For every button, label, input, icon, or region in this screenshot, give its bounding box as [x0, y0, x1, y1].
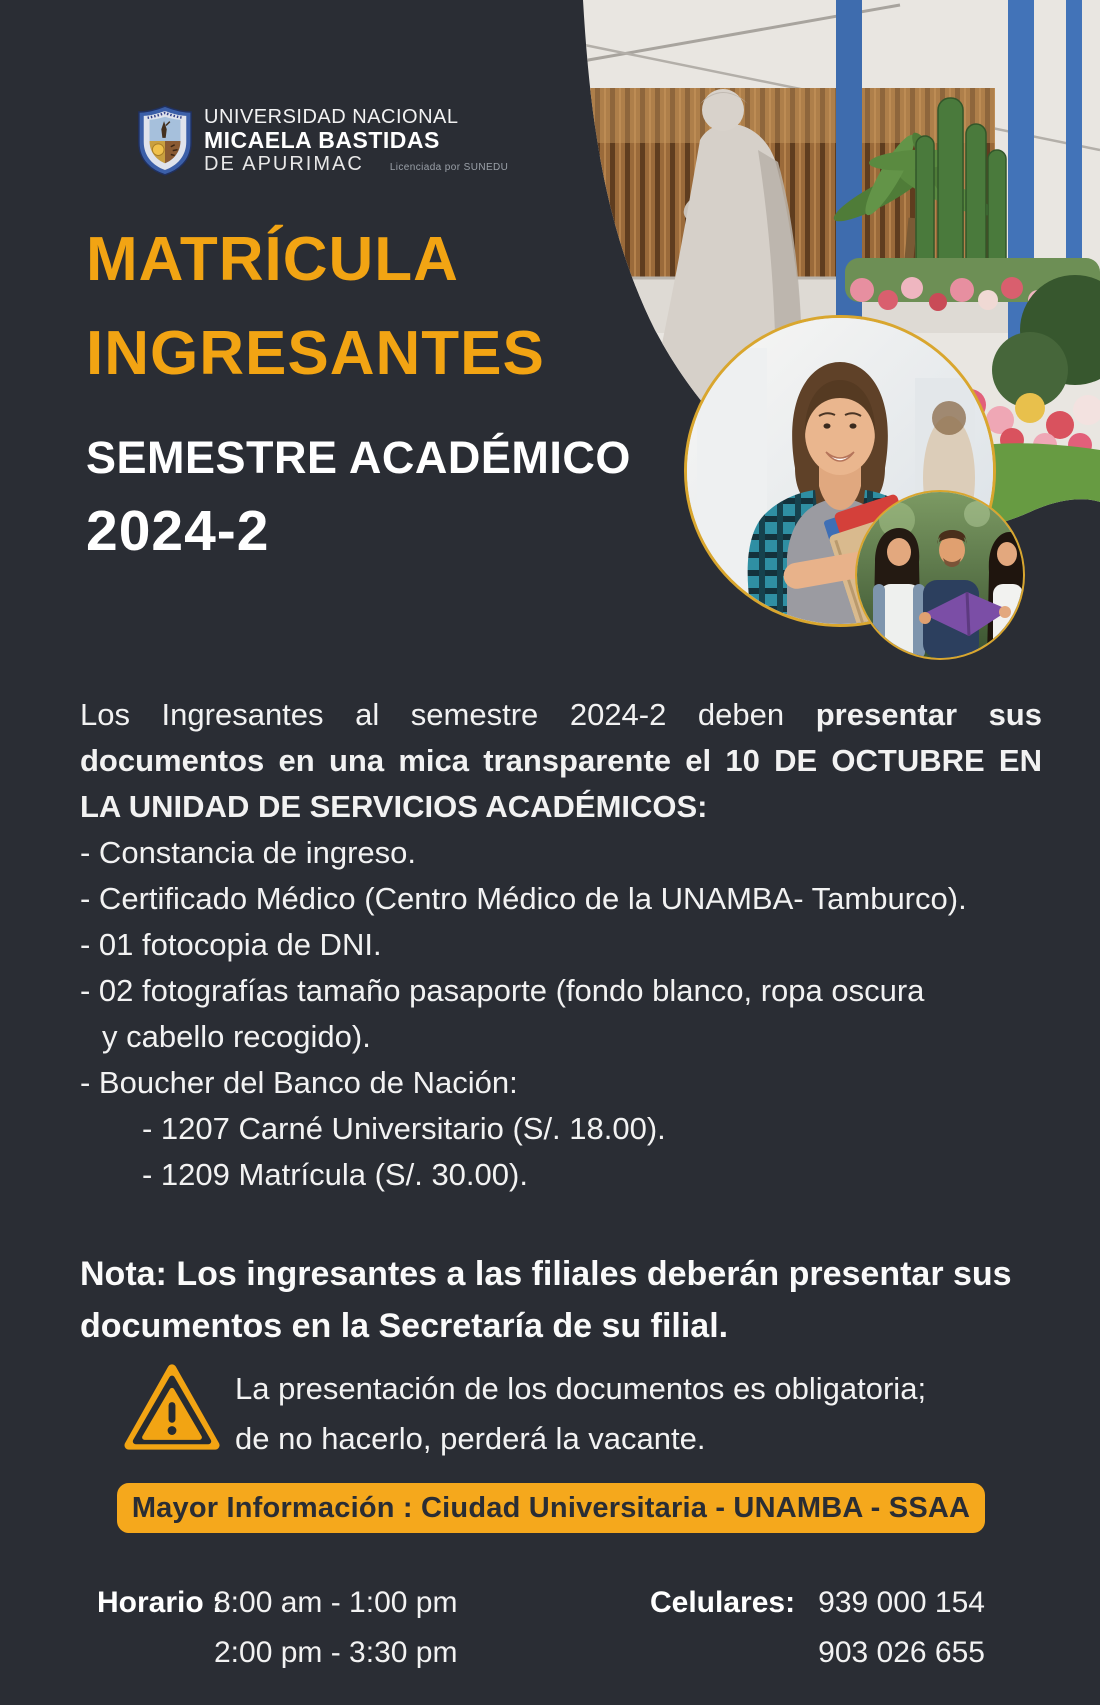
nota-line1 [80, 1248, 1024, 1300]
students-group-photo [855, 490, 1025, 660]
phones-label: Celulares: [650, 1586, 796, 1619]
university-name [204, 106, 508, 175]
phone-number-1: 939 000 154 [818, 1586, 985, 1619]
warning-triangle-icon [123, 1362, 221, 1454]
phone-numbers [770, 1578, 985, 1678]
schedule-times [214, 1578, 457, 1678]
requirement-item: - Certificado Médico (Centro Médico de la UNAMBA- Tamburco). [80, 881, 967, 916]
schedule-label: Horario : [97, 1586, 223, 1619]
schedule-time1: 8:00 am - 1:00 pm [214, 1586, 458, 1619]
warning-line2: de no hacerlo, perderá la vacante. [235, 1421, 706, 1456]
info-banner-text: Mayor Información : Ciudad Universitaria - UNAMBA - SSAA [131, 1491, 971, 1524]
intro-line1-normal: Los Ingresantes al semestre 2024-2 deben [80, 697, 785, 732]
nota-line1-text: Los ingresantes a las filiales deberán presentar sus [176, 1255, 1012, 1293]
university-name-line3: DE APURIMAC [204, 153, 364, 176]
info-banner [117, 1483, 985, 1533]
nota-line2: documentos en la Secretaría de su filial. [80, 1307, 729, 1345]
requirement-item-continuation: y cabello recogido). [102, 1019, 371, 1054]
requirement-item: - 02 fotografías tamaño pasaporte (fondo blanco, ropa oscura [80, 973, 925, 1008]
license-note: Licenciada por SUNEDU [389, 162, 509, 174]
intro-line1 [80, 692, 1042, 738]
intro-line2: documentos en una mica transparente el 10 DE OCTUBRE EN [80, 743, 1042, 778]
requirement-item: - Constancia de ingreso. [80, 835, 417, 870]
intro-line3: LA UNIDAD DE SERVICIOS ACADÉMICOS: [80, 789, 708, 824]
poster-title-line1: MATRÍCULA [86, 225, 459, 294]
warning-text [235, 1364, 1035, 1464]
nota-label: Nota: [80, 1255, 167, 1293]
warning-line1: La presentación de los documentos es obligatoria; [235, 1371, 927, 1406]
phone-number-2: 903 026 655 [818, 1636, 985, 1669]
university-shield-icon [136, 104, 194, 176]
nota-section [80, 1248, 1024, 1352]
university-name-line1: UNIVERSIDAD NACIONAL [204, 106, 459, 128]
semester-label: 2024-2 [86, 499, 270, 563]
university-name-line2: MICAELA BASTIDAS [204, 127, 440, 153]
schedule-time2: 2:00 pm - 3:30 pm [214, 1636, 458, 1669]
requirements-section [80, 692, 1042, 1198]
requirement-item: - Boucher del Banco de Nación: [80, 1065, 518, 1100]
requirement-subitem: - 1207 Carné Universitario (S/. 18.00). [142, 1111, 666, 1146]
poster-title-line2: INGRESANTES [86, 319, 545, 388]
requirement-subitem: - 1209 Matrícula (S/. 30.00). [142, 1157, 528, 1192]
requirement-item: - 01 fotocopia de DNI. [80, 927, 382, 962]
poster-subtitle: SEMESTRE ACADÉMICO [86, 432, 631, 483]
intro-line1-bold: presentar sus [815, 697, 1042, 732]
